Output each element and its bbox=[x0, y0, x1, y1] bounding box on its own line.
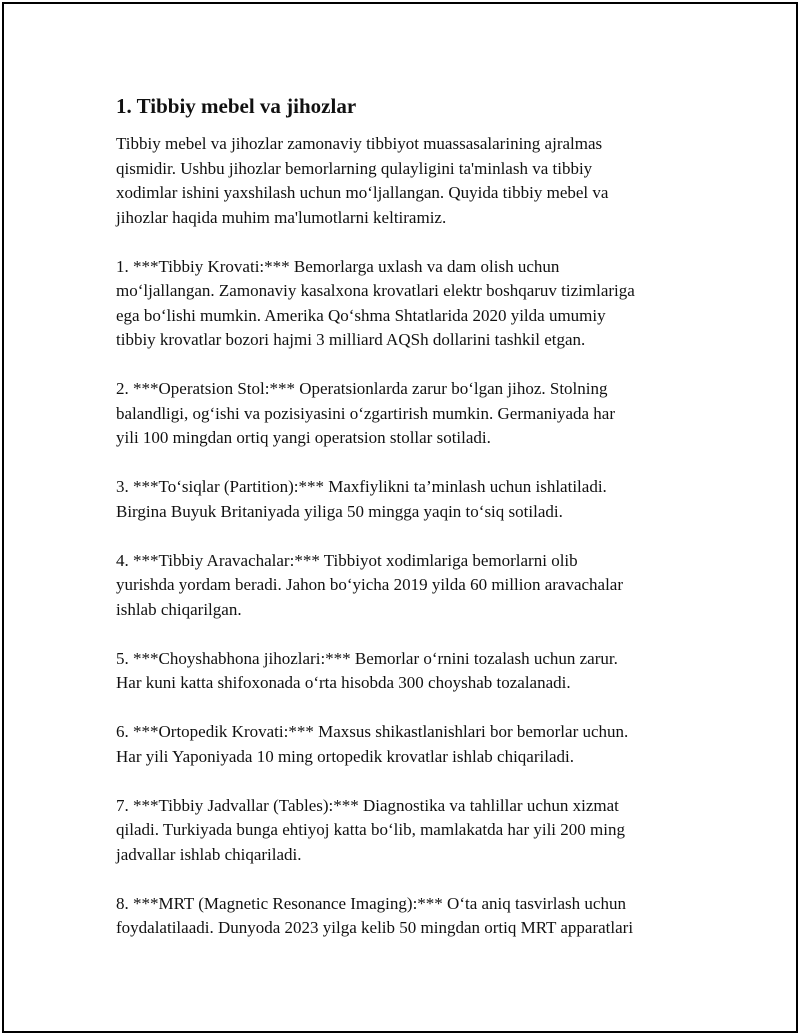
paragraph-line: ega bo‘lishi mumkin. Amerika Qo‘shma Shtatlarida 2020 yilda umumiy bbox=[116, 305, 606, 325]
list-item-8 bbox=[116, 892, 696, 941]
paragraph-line: jadvallar ishlab chiqariladi. bbox=[116, 844, 302, 864]
list-item-5 bbox=[116, 647, 696, 696]
paragraph-line: 4. ***Tibbiy Aravachalar:*** Tibbiyot xodimlariga bemorlarni olib bbox=[116, 550, 578, 570]
paragraph-line: jihozlar haqida muhim ma'lumotlarni keltiramiz. bbox=[116, 207, 447, 227]
list-item-3 bbox=[116, 475, 696, 524]
intro-paragraph bbox=[116, 132, 696, 230]
paragraph-line: foydalatilaadi. Dunyoda 2023 yilga kelib 50 mingdan ortiq MRT apparatlari bbox=[116, 918, 634, 937]
paragraph-line: mo‘ljallangan. Zamonaviy kasalxona krovatlari elektr boshqaruv tizimlariga bbox=[116, 281, 635, 300]
paragraph-line: 7. ***Tibbiy Jadvallar (Tables):*** Diagnostika va tahlillar uchun xizmat bbox=[116, 795, 619, 815]
paragraph-line: ishlab chiqarilgan. bbox=[116, 599, 242, 619]
list-item-6 bbox=[116, 720, 696, 769]
paragraph-line: xodimlar ishini yaxshilash uchun mo‘ljallangan. Quyida tibbiy mebel va bbox=[116, 183, 609, 202]
paragraph-line: qismidir. Ushbu jihozlar bemorlarning qulayligini ta'minlash va tibbiy bbox=[116, 158, 593, 178]
paragraph-line: 5. ***Choyshabhona jihozlari:*** Bemorlar o‘rnini tozalash uchun zarur. bbox=[116, 648, 618, 668]
document-body bbox=[116, 92, 696, 965]
paragraph-line: Har yili Yaponiyada 10 ming ortopedik krovatlar ishlab chiqariladi. bbox=[116, 746, 574, 766]
paragraph-line: tibbiy krovatlar bozori hajmi 3 milliard AQSh dollarini tashkil etgan. bbox=[116, 330, 586, 349]
paragraph-line: balandligi, og‘ishi va pozisiyasini o‘zgartirish mumkin. Germaniyada har bbox=[116, 403, 616, 423]
document-title: 1. Tibbiy mebel va jihozlar bbox=[116, 94, 357, 118]
paragraph-line: yili 100 mingdan ortiq yangi operatsion stollar sotiladi. bbox=[116, 428, 491, 447]
paragraph-line: Birgina Buyuk Britaniyada yiliga 50 mingga yaqin to‘siq sotiladi. bbox=[116, 501, 563, 521]
paragraph-line: Har kuni katta shifoxonada o‘rta hisobda 300 choyshab tozalanadi. bbox=[116, 673, 571, 692]
paragraph-line: 3. ***To‘siqlar (Partition):*** Maxfiylikni ta’minlash uchun ishlatiladi. bbox=[116, 477, 607, 496]
list-item-7 bbox=[116, 794, 696, 868]
paragraph-line: 6. ***Ortopedik Krovati:*** Maxsus shikastlanishlari bor bemorlar uchun. bbox=[116, 722, 629, 741]
paragraph-line: 2. ***Operatsion Stol:*** Operatsionlarda zarur bo‘lgan jihoz. Stolning bbox=[116, 379, 608, 398]
list-item-1 bbox=[116, 255, 696, 353]
list-item-2 bbox=[116, 377, 696, 451]
paragraph-line: 8. ***MRT (Magnetic Resonance Imaging):*** O‘ta aniq tasvirlash uchun bbox=[116, 893, 626, 913]
paragraph-line: qiladi. Turkiyada bunga ehtiyoj katta bo‘lib, mamlakatda har yili 200 ming bbox=[116, 820, 625, 839]
paragraph-line: yurishda yordam beradi. Jahon bo‘yicha 2019 yilda 60 million aravachalar bbox=[116, 575, 624, 594]
list-item-4 bbox=[116, 549, 696, 623]
paragraph-line: 1. ***Tibbiy Krovati:*** Bemorlarga uxlash va dam olish uchun bbox=[116, 256, 560, 276]
paragraph-line: Tibbiy mebel va jihozlar zamonaviy tibbiyot muassasalarining ajralmas bbox=[116, 134, 603, 153]
